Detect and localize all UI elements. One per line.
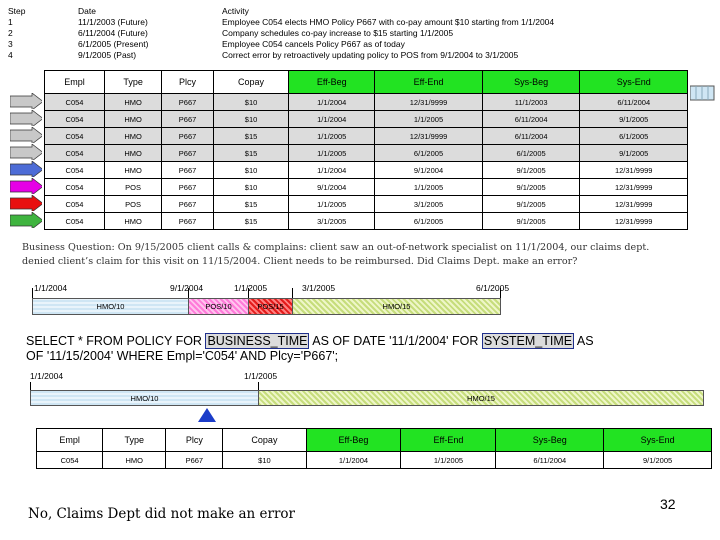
table-cell: 6/11/2004 (496, 452, 604, 469)
table-cell: 1/1/2004 (306, 452, 401, 469)
sql-highlight-business-time: BUSINESS_TIME (207, 334, 308, 348)
table-cell: $10 (213, 162, 288, 179)
conclusion-text: No, Claims Dept did not make an error (28, 506, 295, 522)
table-cell: 9/1/2004 (289, 179, 375, 196)
table-cell: 9/1/2005 (482, 179, 580, 196)
policy-history-table (44, 70, 688, 230)
table-cell: 9/1/2005 (604, 452, 712, 469)
table-cell: 6/11/2004 (482, 111, 580, 128)
table-cell: HMO (105, 94, 162, 111)
table-cell: HMO (105, 213, 162, 230)
table-cell: $10 (223, 452, 306, 469)
tick-b (258, 382, 259, 390)
row-arrow-icon (10, 127, 42, 143)
table1-header-sysbeg: Sys-Beg (482, 71, 580, 94)
segment-pos-10: POS/10 (188, 298, 249, 315)
row-arrow-icon (10, 93, 42, 109)
table-cell: 12/31/9999 (580, 162, 688, 179)
table-cell: 6/1/2005 (375, 145, 483, 162)
table2-header-plcy: Plcy (166, 429, 223, 452)
table-cell: C054 (45, 145, 105, 162)
sql-query (26, 334, 712, 364)
table-cell: 1/1/2005 (289, 196, 375, 213)
table-cell: $15 (213, 128, 288, 145)
table-row (45, 145, 688, 162)
row-arrow-icon (10, 195, 42, 211)
tick-a (30, 382, 31, 390)
sql-highlight-system-time: SYSTEM_TIME (483, 334, 573, 348)
table1-header-sysend: Sys-End (580, 71, 688, 94)
step-date: 6/1/2005 (Present) (78, 39, 149, 49)
table-cell: 1/1/2004 (289, 94, 375, 111)
table-cell: 12/31/9999 (375, 128, 483, 145)
table-cell: P667 (162, 94, 214, 111)
table-cell: HMO (105, 162, 162, 179)
steps-header-step: Step (8, 6, 26, 16)
step-activity: Company schedules co-pay increase to $15 starting 1/1/2005 (222, 28, 454, 38)
segment-hmo-10: HMO/10 (32, 298, 189, 315)
timeline1-date-4: 3/1/2005 (302, 283, 336, 293)
table-cell: 9/1/2005 (580, 145, 688, 162)
table-cell: C054 (45, 94, 105, 111)
table1-header-effend: Eff-End (375, 71, 483, 94)
step-activity: Employee C054 elects HMO Policy P667 with co-pay amount $10 starting from 1/1/2004 (222, 17, 555, 27)
row-arrow-icon (10, 178, 42, 194)
table-row (45, 162, 688, 179)
right-arrow-icon (690, 82, 716, 112)
table-cell: 1/1/2005 (289, 128, 375, 145)
table2-header-type: Type (103, 429, 166, 452)
table-cell: 12/31/9999 (580, 196, 688, 213)
timeline1-date-3: 1/1/2005 (234, 283, 268, 293)
table-cell: P667 (166, 452, 223, 469)
table-cell: C054 (45, 213, 105, 230)
table-cell: P667 (162, 196, 214, 213)
table-cell: 11/1/2003 (482, 94, 580, 111)
table-cell: $15 (213, 196, 288, 213)
table-cell: 6/1/2005 (580, 128, 688, 145)
timeline1-date-5: 6/1/2005 (476, 283, 510, 293)
timeline1-date-1: 1/1/2004 (34, 283, 68, 293)
table2-header-copay: Copay (223, 429, 306, 452)
table1-header-plcy: Plcy (162, 71, 214, 94)
table-cell: 1/1/2004 (289, 111, 375, 128)
table-cell: 3/1/2005 (375, 196, 483, 213)
table-cell: 12/31/9999 (580, 179, 688, 196)
tick-1 (32, 288, 33, 298)
table-cell: HMO (103, 452, 166, 469)
table-cell: 9/1/2004 (375, 162, 483, 179)
timeline1-date-2: 9/1/2004 (170, 283, 204, 293)
table-cell: HMO (105, 111, 162, 128)
table-cell: 9/1/2005 (580, 111, 688, 128)
table-cell: HMO (105, 128, 162, 145)
table-cell: 6/1/2005 (375, 213, 483, 230)
table2-header-empl: Empl (37, 429, 103, 452)
table-row (37, 452, 712, 469)
step-step: 2 (8, 28, 13, 38)
step-step: 4 (8, 50, 13, 60)
table1-header-empl: Empl (45, 71, 105, 94)
table-cell: $10 (213, 179, 288, 196)
table-cell: 1/1/2005 (401, 452, 496, 469)
table-cell: 9/1/2005 (482, 213, 580, 230)
timeline2-date-2: 1/1/2005 (244, 371, 278, 381)
business-question-line-2: denied client’s claim for this visit on 11/15/2004. Client needs to be reimbursed. Did Claims Dept. make an error? (22, 256, 578, 267)
table-cell: $10 (213, 111, 288, 128)
step-step: 3 (8, 39, 13, 49)
sql-part-2: AS OF DATE '11/1/2004' FOR (309, 334, 482, 348)
segment-pos-15: POS/15 (248, 298, 293, 315)
table-cell: C054 (45, 196, 105, 213)
table-cell: 3/1/2005 (289, 213, 375, 230)
table-cell: POS (105, 196, 162, 213)
table-cell: 1/1/2004 (289, 162, 375, 179)
table-cell: C054 (45, 128, 105, 145)
table-cell: C054 (45, 179, 105, 196)
table-cell: 6/11/2004 (482, 128, 580, 145)
table1-header-copay: Copay (213, 71, 288, 94)
table-row (45, 196, 688, 213)
table-cell: 1/1/2005 (375, 111, 483, 128)
business-question (22, 241, 694, 269)
table-row (45, 213, 688, 230)
table-cell: P667 (162, 111, 214, 128)
table-cell: 12/31/9999 (375, 94, 483, 111)
table-cell: C054 (37, 452, 103, 469)
as-of-marker-icon (198, 408, 216, 422)
step-date: 6/11/2004 (Future) (78, 28, 148, 38)
table-row (45, 179, 688, 196)
step-date: 9/1/2005 (Past) (78, 50, 137, 60)
table-row (45, 111, 688, 128)
table-cell: 9/1/2005 (482, 196, 580, 213)
table1-header-effbeg: Eff-Beg (289, 71, 375, 94)
tick-4 (292, 288, 293, 298)
table-cell: C054 (45, 162, 105, 179)
table-cell: P667 (162, 162, 214, 179)
table2-header-effbeg: Eff-Beg (306, 429, 401, 452)
row-arrow-icon (10, 161, 42, 177)
table-cell: 1/1/2005 (289, 145, 375, 162)
table-cell: P667 (162, 128, 214, 145)
table-cell: C054 (45, 111, 105, 128)
segment-hmo-10-result: HMO/10 (30, 390, 259, 406)
step-activity: Employee C054 cancels Policy P667 as of today (222, 39, 405, 49)
page-number: 32 (660, 496, 676, 512)
sql-part-1: SELECT * FROM POLICY FOR (26, 334, 206, 348)
step-step: 1 (8, 17, 13, 27)
timeline2-date-1: 1/1/2004 (30, 371, 64, 381)
table-cell: HMO (105, 145, 162, 162)
steps-header-date: Date (78, 6, 96, 16)
table-row (45, 94, 688, 111)
table-cell: 6/1/2005 (482, 145, 580, 162)
table-cell: 12/31/9999 (580, 213, 688, 230)
table-cell: $15 (213, 213, 288, 230)
row-arrow-icon (10, 110, 42, 126)
table-cell: 9/1/2005 (482, 162, 580, 179)
table-cell: P667 (162, 145, 214, 162)
table2-header-sysend: Sys-End (604, 429, 712, 452)
sql-line-2: OF '11/15/2004' WHERE Empl='C054' AND Plcy='P667'; (26, 349, 339, 363)
table-cell: $15 (213, 145, 288, 162)
table2-header-sysbeg: Sys-Beg (496, 429, 604, 452)
step-activity: Correct error by retroactively updating policy to POS from 9/1/2004 to 3/1/2005 (222, 50, 519, 60)
table2-header-effend: Eff-End (401, 429, 496, 452)
table-cell: P667 (162, 213, 214, 230)
sql-part-3: AS (574, 334, 594, 348)
table-cell: 1/1/2005 (375, 179, 483, 196)
table-cell: POS (105, 179, 162, 196)
row-arrow-icon (10, 212, 42, 228)
table1-header-type: Type (105, 71, 162, 94)
query-result-table (36, 428, 712, 469)
step-date: 11/1/2003 (Future) (78, 17, 148, 27)
row-arrow-icon (10, 144, 42, 160)
table-cell: 6/11/2004 (580, 94, 688, 111)
table-cell: P667 (162, 179, 214, 196)
business-question-line-1: Business Question: On 9/15/2005 client calls & complains: client saw an out-of-network specialist on 11/1/2004, our claims dept. (22, 242, 650, 253)
table-row (45, 128, 688, 145)
steps-header-activity: Activity (222, 6, 249, 16)
segment-hmo-15: HMO/15 (292, 298, 501, 315)
segment-hmo-15-result: HMO/15 (258, 390, 704, 406)
table-cell: $10 (213, 94, 288, 111)
